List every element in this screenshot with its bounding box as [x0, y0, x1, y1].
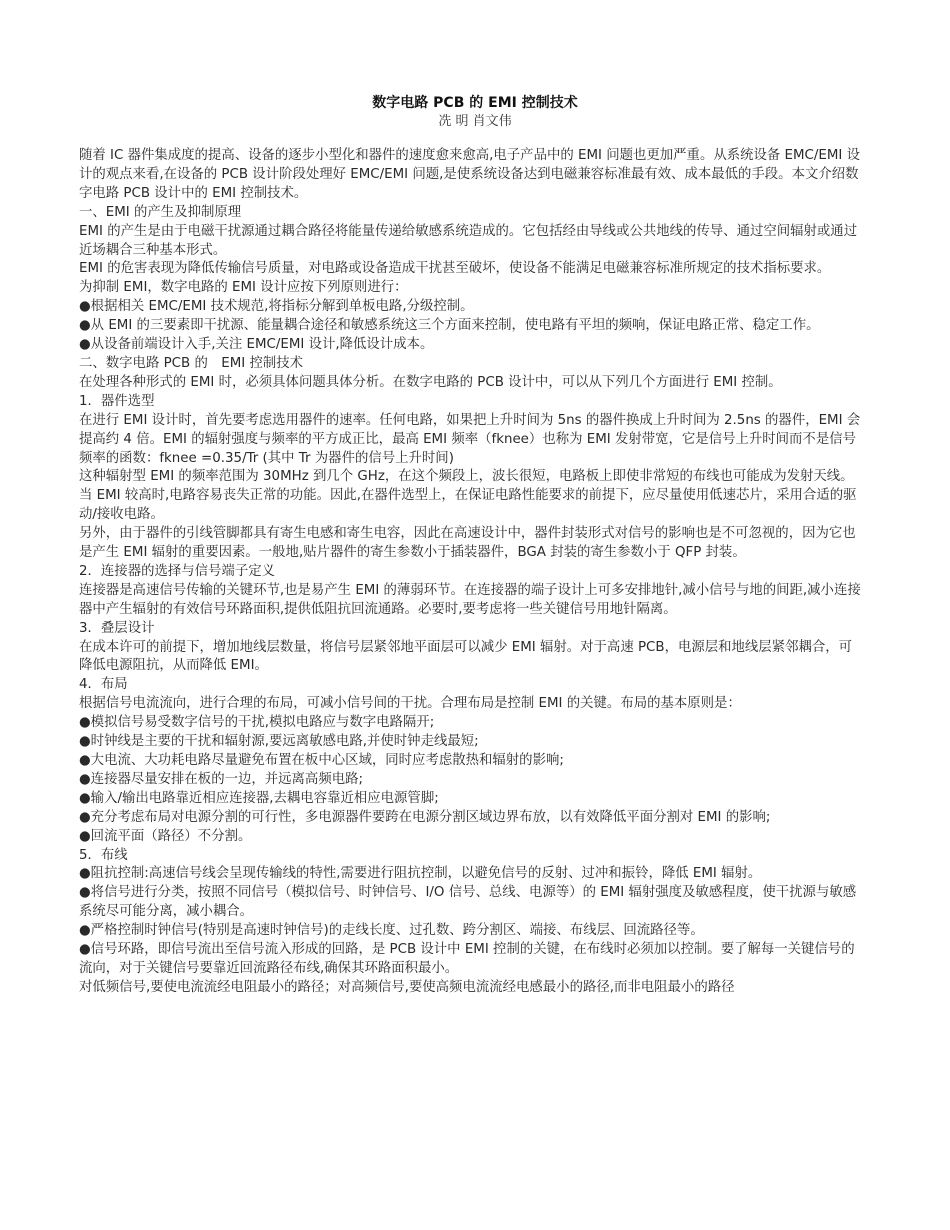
paragraph: 另外，由于器件的引线管脚都具有寄生电感和寄生电容，因此在高速设计中，器件封装形式对信号的影响也是不可忽视的，因为它也是产生 EMI 辐射的重要因素。一般地,贴片器件的寄生参数小于插装器件，BGA 封装的寄生参数小于 QFP 封装。 [79, 526, 856, 561]
paragraph: ●严格控制时钟信号(特别是高速时钟信号)的走线长度、过孔数、跨分割区、端接、布线层、回流路径等。 [79, 923, 704, 939]
paragraph: ●充分考虑布局对电源分割的可行性，多电源器件要跨在电源分割区域边界布放，以有效降低平面分割对 EMI 的影响; [79, 809, 771, 825]
paragraph: 在进行 EMI 设计时，首先要考虑选用器件的速率。任何电路，如果把上升时间为 5ns 的器件换成上升时间为 2.5ns 的器件，EMI 会提高约 4 倍。EMI 的辐射强度与频率的平方成正比，最高 EMI 频率（fknee）也称为 EMI 发射带宽，它是信号上升时间而不是信号频率的函数：fknee =0.35/Tr (其中 Tr 为器件的信号上升时间) [79, 412, 861, 466]
paragraph: 在成本许可的前提下，增加地线层数量，将信号层紧邻地平面层可以减少 EMI 辐射。对于高速 PCB，电源层和地线层紧邻耦合，可降低电源阻抗，从而降低 EMI。 [79, 639, 853, 674]
document-title: 数字电路 PCB 的 EMI 控制技术 [372, 95, 578, 111]
paragraph: 连接器是高速信号传输的关键环节,也是易产生 EMI 的薄弱环节。在连接器的端子设计上可多安排地针,减小信号与地的间距,减小连接器中产生辐射的有效信号环路面积,提供低阻抗回流通路。必要时,要考虑将一些关键信号用地针隔离。 [79, 582, 861, 617]
paragraph: EMI 的产生是由于电磁干扰源通过耦合路径将能量传递给敏感系统造成的。它包括经由导线或公共地线的传导、通过空间辐射或通过近场耦合三种基本形式。 [79, 223, 858, 258]
paragraph: 二、数字电路 PCB 的 EMI 控制技术 [79, 355, 304, 371]
paragraph: 2．连接器的选择与信号端子定义 [79, 563, 275, 579]
paragraph: ●连接器尽量安排在板的一边，并远离高频电路; [79, 771, 364, 787]
paragraph: 在处理各种形式的 EMI 时，必须具体问题具体分析。在数字电路的 PCB 设计中，可以从下列几个方面进行 EMI 控制。 [79, 374, 782, 390]
paragraph: 根据信号电流流向，进行合理的布局，可减小信号间的干扰。合理布局是控制 EMI 的关键。布局的基本原则是： [79, 696, 741, 712]
title-block [0, 93, 950, 131]
paragraph: ●回流平面（路径）不分割。 [79, 828, 252, 844]
paragraph: ●时钟线是主要的干扰和辐射源,要远离敏感电路,并使时钟走线最短; [79, 734, 479, 750]
paragraph: 5．布线 [79, 847, 128, 863]
paragraph: ●输入/输出电路靠近相应连接器,去耦电容靠近相应电源管脚; [79, 790, 439, 806]
paragraph: 这种辐射型 EMI 的频率范围为 30MHz 到几个 GHz，在这个频段上，波长很短，电路板上即使非常短的布线也可能成为发射天线。当 EMI 较高时,电路容易丧失正常的功能。因此,在器件选型上，在保证电路性能要求的前提下，应尽量使用低速芯片，采用合适的驱动/接收电路。 [79, 469, 857, 523]
paragraph: 随着 IC 器件集成度的提高、设备的逐步小型化和器件的速度愈来愈高,电子产品中的 EMI 问题也更加严重。从系统设备 EMC/EMI 设计的观点来看,在设备的 PCB 设计阶段处理好 EMC/EMI 问题,是使系统设备达到电磁兼容标准最有效、成本最低的手段。本文介绍数字电路 PCB 设计中的 EMI 控制技术。 [79, 148, 861, 201]
paragraph: 为抑制 EMI，数字电路的 EMI 设计应按下列原则进行： [79, 280, 408, 296]
paragraph: 1．器件选型 [79, 393, 155, 409]
document-authors: 冼 明 肖文伟 [438, 114, 512, 129]
paragraph: ●从设备前端设计入手,关注 EMC/EMI 设计,降低设计成本。 [79, 337, 434, 353]
paragraph: ●模拟信号易受数字信号的干扰,模拟电路应与数字电路隔开; [79, 715, 435, 731]
paragraph: 对低频信号,要使电流流经电阻最小的路径；对高频信号,要使高频电流流经电感最小的路径,而非电阻最小的路径 [79, 979, 735, 995]
paragraph: EMI 的危害表现为降低传输信号质量，对电路或设备造成干扰甚至破坏，使设备不能满足电磁兼容标准所规定的技术指标要求。 [79, 261, 831, 277]
paragraph: 4．布局 [79, 677, 128, 693]
paragraph: ●根据相关 EMC/EMI 技术规范,将指标分解到单板电路,分级控制。 [79, 299, 474, 315]
paragraph: 一、EMI 的产生及抑制原理 [79, 204, 242, 220]
paragraph: 3．叠层设计 [79, 620, 155, 636]
paragraph: ●将信号进行分类，按照不同信号（模拟信号、时钟信号、I/O 信号、总线、电源等）的 EMI 辐射强度及敏感程度，使干扰源与敏感系统尽可能分离，减小耦合。 [79, 885, 857, 920]
paragraph: ●阻抗控制:高速信号线会呈现传输线的特性,需要进行阻抗控制，以避免信号的反射、过冲和振铃，降低 EMI 辐射。 [79, 866, 762, 882]
document-body [79, 147, 865, 998]
paragraph: ●大电流、大功耗电路尽量避免布置在板中心区域，同时应考虑散热和辐射的影响; [79, 753, 564, 768]
paragraph: ●从 EMI 的三要素即干扰源、能量耦合途径和敏感系统这三个方面来控制，使电路有平坦的频响，保证电路正常、稳定工作。 [79, 318, 820, 334]
paragraph: ●信号环路，即信号流出至信号流入形成的回路，是 PCB 设计中 EMI 控制的关键，在布线时必须加以控制。要了解每一关键信号的流向，对于关键信号要靠近回流路径布线,确保其环路面积最小。 [79, 942, 855, 976]
